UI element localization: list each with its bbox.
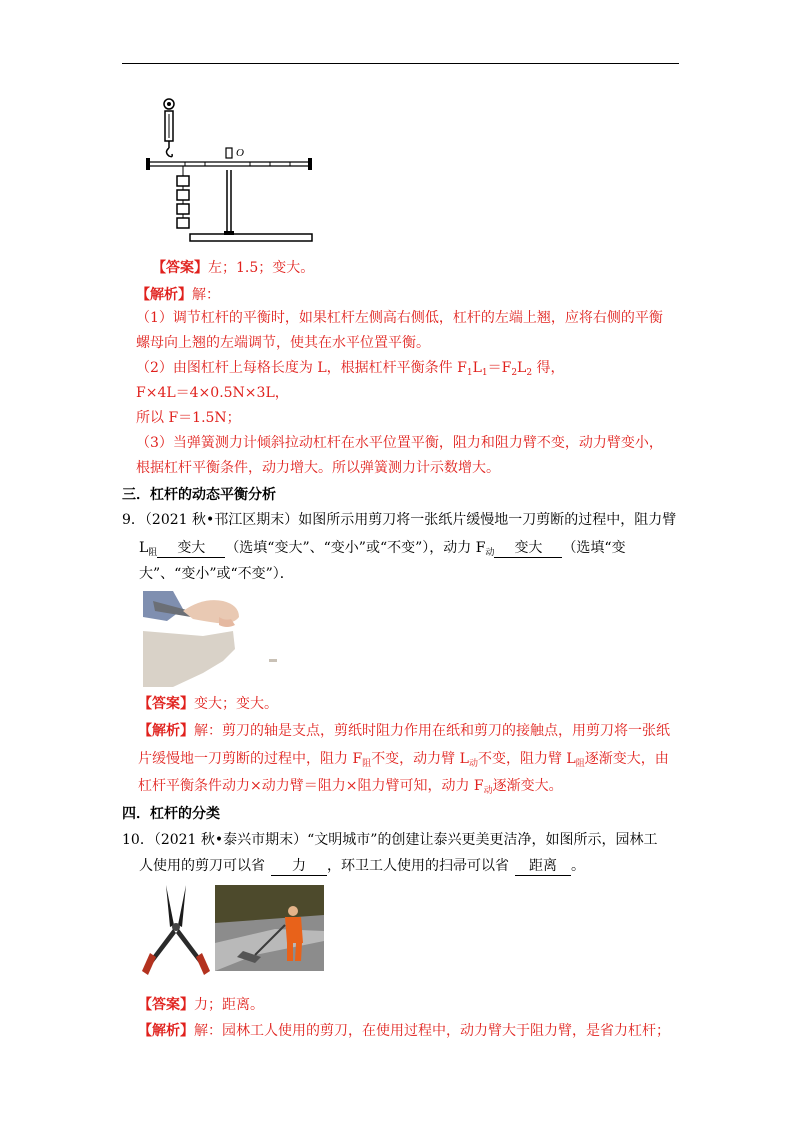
- q8-p3-line2: 根据杠杆平衡条件，动力增大。所以弹簧测力计示数增大。: [136, 460, 500, 476]
- section4-heading: 四．杠杆的分类: [122, 806, 220, 822]
- street-sweeper-photo: [215, 885, 324, 971]
- hanging-weights: [177, 166, 189, 228]
- q8-p2-line3: 所以 F＝1.5N；: [136, 410, 241, 426]
- pruning-shears-photo: [140, 885, 212, 977]
- spring-scale-icon: [164, 99, 174, 157]
- q8-p1-line2: 螺母向上翘的左端调节，使其在水平位置平衡。: [136, 335, 430, 351]
- header-rule: [122, 63, 679, 64]
- q8-p3-line1: （3）当弹簧测力计倾斜拉动杠杆在水平位置平衡，阻力和阻力臂不变，动力臂变小，: [136, 435, 663, 451]
- q9-stem-line1: 9．（2021 秋•邗江区期末）如图所示用剪刀将一张纸片缓慢地一刀剪断的过程中，阻力臂: [122, 512, 677, 528]
- q10-stem-line1: 10．（2021 秋•泰兴市期末）“文明城市”的创建让泰兴更美更洁净，如图所示，园林工: [122, 832, 658, 848]
- q9-stem-line3: 大”、“变小”或“不变”）．: [139, 566, 294, 582]
- q9-blank2: 变大: [494, 539, 562, 558]
- q9-answer: 【答案】变大；变大。: [138, 696, 278, 712]
- q10-blank1: 力: [271, 857, 327, 876]
- q8-p2-line1: （2）由图杠杆上每格长度为 L，根据杠杆平衡条件 $F_1L_1=F_2L_2$ 得，: [136, 360, 565, 378]
- q10-analysis-line1: 【解析】解：园林工人使用的剪刀，在使用过程中，动力臂大于阻力臂，是省力杠杆；: [138, 1023, 670, 1039]
- section3-heading: 三．杠杆的动态平衡分析: [122, 487, 276, 503]
- lever-bar: [146, 158, 312, 170]
- q10-answer: 【答案】力；距离。: [138, 997, 264, 1013]
- q9-stem-line2: $L_阻$ 变大 （选填“变大”、“变小”或“不变”），动力 $F_动$ 变大 （选填“变: [139, 540, 626, 558]
- q8-p1-line1: （1）调节杠杆的平衡时，如果杠杆左侧高右侧低，杠杆的左端上翘，应将右侧的平衡: [136, 310, 663, 326]
- q8-answer: 【答案】左；1.5；变大。: [152, 260, 315, 276]
- q10-stem-line2: 人使用的剪刀可以省 力 ，环卫工人使用的扫帚可以省 距离 。: [139, 858, 585, 874]
- q9-analysis-line3: 杠杆平衡条件动力×动力臂＝阻力×阻力臂可知，动力 $F_动$逐渐变大。: [138, 778, 563, 796]
- q8-analysis-intro: 【解析】解：: [136, 287, 220, 303]
- q9-blank1: 变大: [157, 539, 225, 558]
- q9-analysis-line1: 【解析】解：剪刀的轴是支点，剪纸时阻力作用在纸和剪刀的接触点，用剪刀将一张纸: [138, 723, 670, 739]
- q8-p2-line2: F×4L＝4×0.5N×3L，: [136, 385, 289, 401]
- lever-figure: [140, 96, 320, 246]
- scissors-cutting-photo: [143, 591, 285, 687]
- pivot-label-o: O: [236, 147, 244, 159]
- q9-analysis-line2: 片缓慢地一刀剪断的过程中，阻力 $F_阻$不变，动力臂 $L_动$不变，阻力臂 $L_阻$逐渐变大，由: [138, 751, 669, 769]
- q10-blank2: 距离: [515, 857, 571, 876]
